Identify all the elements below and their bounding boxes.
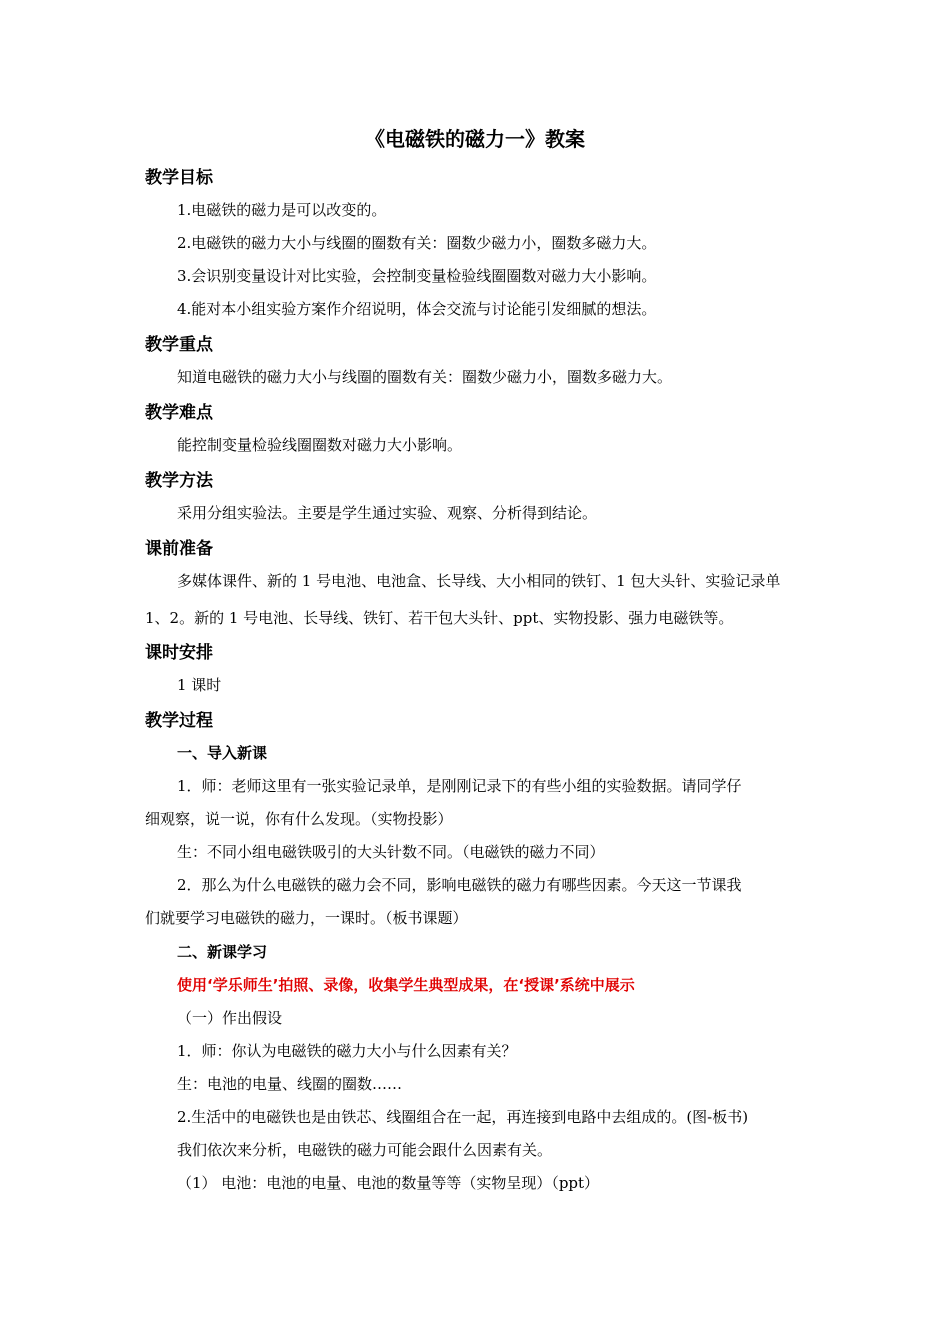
goal-item-2: 2.电磁铁的磁力大小与线圈的圈数有关：圈数少磁力小，圈数多磁力大。 (177, 234, 657, 252)
document-title: 《电磁铁的磁力一》教案 (365, 127, 585, 151)
preparation-line-2: 1、2。新的 1 号电池、长导线、铁钉、若干包大头针、ppt、实物投影、强力电磁铁等。 (145, 609, 734, 627)
lesson-line-4: 2.生活中的电磁铁也是由铁芯、线圈组合在一起，再连接到电路中去组成的。(图-板书) (177, 1108, 749, 1126)
intro-line-1b: 细观察，说一说，你有什么发现。（实物投影） (145, 810, 453, 828)
heading-difficulties: 教学难点 (145, 403, 213, 423)
methods-text: 采用分组实验法。主要是学生通过实验、观察、分析得到结论。 (177, 504, 598, 522)
lesson-line-2: 1．师：你认为电磁铁的磁力大小与什么因素有关？ (177, 1042, 517, 1060)
heading-goals: 教学目标 (145, 168, 213, 188)
heading-schedule: 课时安排 (145, 643, 213, 663)
intro-line-3b: 们就要学习电磁铁的磁力，一课时。（板书课题） (145, 909, 468, 927)
subheading-intro: 一、导入新课 (177, 744, 268, 762)
heading-process: 教学过程 (145, 711, 213, 731)
intro-line-3a: 2．那么为什么电磁铁的磁力会不同，影响电磁铁的磁力有哪些因素。今天这一节课我 (177, 876, 742, 894)
goal-item-3: 3.会识别变量设计对比实验，会控制变量检验线圈圈数对磁力大小影响。 (177, 267, 657, 285)
intro-line-2: 生：不同小组电磁铁吸引的大头针数不同。（电磁铁的磁力不同） (177, 843, 605, 861)
key-points-text: 知道电磁铁的磁力大小与线圈的圈数有关：圈数少磁力小，圈数多磁力大。 (177, 368, 673, 386)
highlight-note: 使用‘学乐师生’拍照、录像，收集学生典型成果，在‘授课’系统中展示 (177, 976, 635, 994)
heading-preparation: 课前准备 (145, 539, 213, 559)
preparation-line-1: 多媒体课件、新的 1 号电池、电池盒、长导线、大小相同的铁钉、1 包大头针、实验记录单 (177, 572, 781, 590)
lesson-line-3: 生：电池的电量、线圈的圈数…… (177, 1075, 403, 1093)
heading-methods: 教学方法 (145, 471, 213, 491)
difficulties-text: 能控制变量检验线圈圈数对磁力大小影响。 (177, 436, 463, 454)
lesson-line-5: 我们依次来分析，电磁铁的磁力可能会跟什么因素有关。 (177, 1141, 553, 1159)
goal-item-4: 4.能对本小组实验方案作介绍说明，体会交流与讨论能引发细腻的想法。 (177, 300, 657, 318)
lesson-line-1: （一）作出假设 (177, 1009, 283, 1027)
schedule-text: 1 课时 (177, 676, 222, 694)
subheading-new-lesson: 二、新课学习 (177, 943, 268, 961)
lesson-line-6: （1） 电池：电池的电量、电池的数量等等（实物呈现）（ppt） (177, 1174, 600, 1192)
goal-item-1: 1.电磁铁的磁力是可以改变的。 (177, 201, 387, 219)
heading-key-points: 教学重点 (145, 335, 213, 355)
intro-line-1a: 1．师：老师这里有一张实验记录单，是刚刚记录下的有些小组的实验数据。请同学仔 (177, 777, 742, 795)
